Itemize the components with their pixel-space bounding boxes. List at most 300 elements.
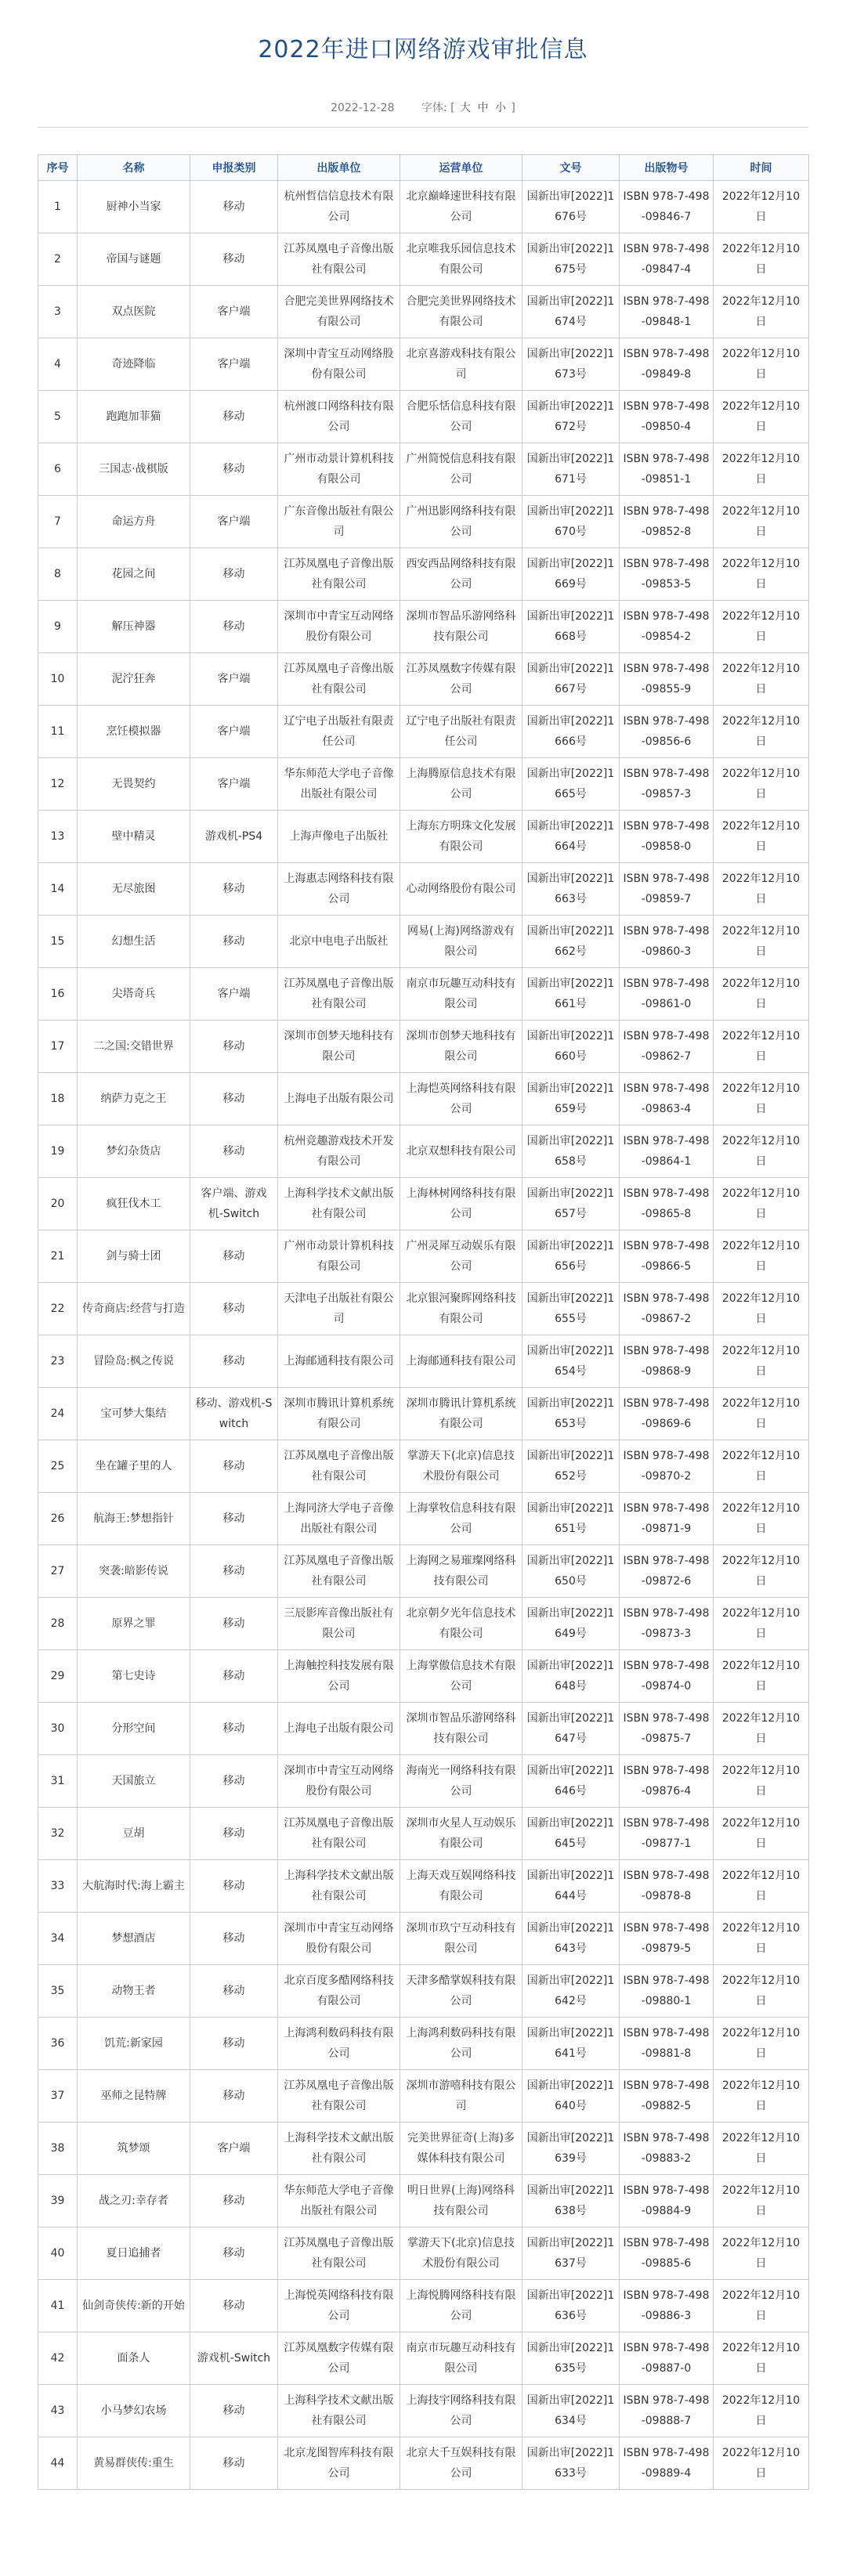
cell-col-date: 2022年12月10日 (714, 653, 809, 706)
table-row (38, 1913, 809, 1965)
cell-col-operator: 深圳市创梦天地科技有限公司 (400, 1021, 522, 1073)
table-row (38, 758, 809, 811)
cell-col-date: 2022年12月10日 (714, 2070, 809, 2123)
cell-col-seq: 12 (38, 758, 78, 811)
cell-col-publisher: 江苏凤凰电子音像出版社有限公司 (278, 1545, 400, 1598)
header-col-date: 时间 (714, 155, 809, 181)
cell-col-category: 移动 (190, 2175, 278, 2227)
cell-col-approval-no: 国新出审[2022]1640号 (522, 2070, 620, 2123)
cell-col-isbn: ISBN 978-7-498-09888-7 (620, 2385, 714, 2437)
cell-col-seq: 16 (38, 968, 78, 1021)
cell-col-publisher: 华东师范大学电子音像出版社有限公司 (278, 758, 400, 811)
table-row (38, 1021, 809, 1073)
table-row (38, 1650, 809, 1703)
cell-col-name: 纳萨力克之王 (78, 1073, 190, 1125)
cell-col-isbn: ISBN 978-7-498-09867-2 (620, 1283, 714, 1335)
cell-col-seq: 23 (38, 1335, 78, 1388)
cell-col-category: 客户端 (190, 706, 278, 758)
cell-col-seq: 30 (38, 1703, 78, 1755)
cell-col-approval-no: 国新出审[2022]1659号 (522, 1073, 620, 1125)
cell-col-category: 移动 (190, 1650, 278, 1703)
table-row (38, 601, 809, 653)
header-col-seq: 序号 (38, 155, 78, 181)
cell-col-date: 2022年12月10日 (714, 706, 809, 758)
header-col-approval-no: 文号 (522, 155, 620, 181)
cell-col-seq: 11 (38, 706, 78, 758)
cell-col-approval-no: 国新出审[2022]1670号 (522, 496, 620, 548)
cell-col-isbn: ISBN 978-7-498-09854-2 (620, 601, 714, 653)
bracket-open: [ (450, 102, 455, 114)
table-row (38, 1073, 809, 1125)
cell-col-publisher: 辽宁电子出版社有限责任公司 (278, 706, 400, 758)
cell-col-name: 面条人 (78, 2332, 190, 2385)
cell-col-publisher: 上海科学技术文献出版社有限公司 (278, 2123, 400, 2175)
cell-col-approval-no: 国新出审[2022]1646号 (522, 1755, 620, 1808)
cell-col-publisher: 上海科学技术文献出版社有限公司 (278, 1178, 400, 1230)
cell-col-seq: 39 (38, 2175, 78, 2227)
cell-col-name: 梦想酒店 (78, 1913, 190, 1965)
cell-col-approval-no: 国新出审[2022]1674号 (522, 286, 620, 338)
cell-col-approval-no: 国新出审[2022]1651号 (522, 1493, 620, 1545)
cell-col-category: 移动 (190, 1598, 278, 1650)
cell-col-name: 泥泞狂奔 (78, 653, 190, 706)
cell-col-seq: 28 (38, 1598, 78, 1650)
cell-col-isbn: ISBN 978-7-498-09883-2 (620, 2123, 714, 2175)
table-row (38, 1283, 809, 1335)
table-row (38, 653, 809, 706)
cell-col-category: 移动 (190, 1440, 278, 1493)
cell-col-publisher: 深圳市腾讯计算机系统有限公司 (278, 1388, 400, 1440)
cell-col-operator: 明日世界(上海)网络科技有限公司 (400, 2175, 522, 2227)
font-size-medium-button[interactable]: 中 (477, 102, 489, 114)
cell-col-publisher: 华东师范大学电子音像出版社有限公司 (278, 2175, 400, 2227)
cell-col-date: 2022年12月10日 (714, 233, 809, 286)
cell-col-name: 黄易群侠传:重生 (78, 2437, 190, 2490)
cell-col-category: 移动、游戏机-Switch (190, 1388, 278, 1440)
cell-col-isbn: ISBN 978-7-498-09876-4 (620, 1755, 714, 1808)
cell-col-approval-no: 国新出审[2022]1661号 (522, 968, 620, 1021)
cell-col-date: 2022年12月10日 (714, 1598, 809, 1650)
table-row (38, 916, 809, 968)
table-row (38, 2227, 809, 2280)
cell-col-seq: 9 (38, 601, 78, 653)
cell-col-isbn: ISBN 978-7-498-09860-3 (620, 916, 714, 968)
cell-col-publisher: 江苏凤凰数字传媒有限公司 (278, 2332, 400, 2385)
cell-col-name: 饥荒:新家园 (78, 2018, 190, 2070)
cell-col-date: 2022年12月10日 (714, 2280, 809, 2332)
cell-col-publisher: 上海触控科技发展有限公司 (278, 1650, 400, 1703)
cell-col-publisher: 江苏凤凰电子音像出版社有限公司 (278, 1808, 400, 1860)
cell-col-seq: 29 (38, 1650, 78, 1703)
cell-col-operator: 上海东方明珠文化发展有限公司 (400, 811, 522, 863)
table-body (38, 181, 809, 2490)
cell-col-isbn: ISBN 978-7-498-09850-4 (620, 391, 714, 443)
cell-col-date: 2022年12月10日 (714, 1388, 809, 1440)
cell-col-date: 2022年12月10日 (714, 1493, 809, 1545)
cell-col-date: 2022年12月10日 (714, 1283, 809, 1335)
table-row (38, 286, 809, 338)
cell-col-operator: 上海掌牧信息科技有限公司 (400, 1493, 522, 1545)
cell-col-operator: 掌游天下(北京)信息技术股份有限公司 (400, 2227, 522, 2280)
font-size-small-button[interactable]: 小 (494, 102, 506, 114)
cell-col-publisher: 深圳市中青宝互动网络股份有限公司 (278, 1755, 400, 1808)
cell-col-date: 2022年12月10日 (714, 601, 809, 653)
font-size-large-button[interactable]: 大 (460, 102, 472, 114)
cell-col-isbn: ISBN 978-7-498-09879-5 (620, 1913, 714, 1965)
cell-col-publisher: 上海鸿利数码科技有限公司 (278, 2018, 400, 2070)
cell-col-isbn: ISBN 978-7-498-09889-4 (620, 2437, 714, 2490)
cell-col-isbn: ISBN 978-7-498-09875-7 (620, 1703, 714, 1755)
cell-col-operator: 合肥乐恬信息科技有限公司 (400, 391, 522, 443)
cell-col-name: 双点医院 (78, 286, 190, 338)
cell-col-name: 动物王者 (78, 1965, 190, 2018)
cell-col-isbn: ISBN 978-7-498-09847-4 (620, 233, 714, 286)
cell-col-name: 天国旅立 (78, 1755, 190, 1808)
table-row (38, 863, 809, 916)
cell-col-isbn: ISBN 978-7-498-09864-1 (620, 1125, 714, 1178)
table-row (38, 1125, 809, 1178)
cell-col-isbn: ISBN 978-7-498-09877-1 (620, 1808, 714, 1860)
cell-col-isbn: ISBN 978-7-498-09856-6 (620, 706, 714, 758)
cell-col-isbn: ISBN 978-7-498-09874-0 (620, 1650, 714, 1703)
table-row (38, 811, 809, 863)
cell-col-isbn: ISBN 978-7-498-09882-5 (620, 2070, 714, 2123)
cell-col-seq: 3 (38, 286, 78, 338)
cell-col-operator: 辽宁电子出版社有限责任公司 (400, 706, 522, 758)
cell-col-category: 客户端 (190, 653, 278, 706)
cell-col-operator: 深圳市火星人互动娱乐有限公司 (400, 1808, 522, 1860)
cell-col-publisher: 三辰影库音像出版社有限公司 (278, 1598, 400, 1650)
cell-col-operator: 南京市玩趣互动科技有限公司 (400, 968, 522, 1021)
table-row (38, 548, 809, 601)
table-row (38, 2437, 809, 2490)
cell-col-isbn: ISBN 978-7-498-09869-6 (620, 1388, 714, 1440)
cell-col-publisher: 江苏凤凰电子音像出版社有限公司 (278, 2070, 400, 2123)
cell-col-seq: 40 (38, 2227, 78, 2280)
cell-col-approval-no: 国新出审[2022]1666号 (522, 706, 620, 758)
cell-col-seq: 19 (38, 1125, 78, 1178)
cell-col-operator: 北京双想科技有限公司 (400, 1125, 522, 1178)
cell-col-publisher: 上海电子出版有限公司 (278, 1073, 400, 1125)
table-row (38, 1335, 809, 1388)
cell-col-approval-no: 国新出审[2022]1648号 (522, 1650, 620, 1703)
cell-col-date: 2022年12月10日 (714, 2018, 809, 2070)
cell-col-approval-no: 国新出审[2022]1638号 (522, 2175, 620, 2227)
cell-col-date: 2022年12月10日 (714, 1335, 809, 1388)
cell-col-publisher: 上海同济大学电子音像出版社有限公司 (278, 1493, 400, 1545)
cell-col-publisher: 杭州渡口网络科技有限公司 (278, 391, 400, 443)
cell-col-publisher: 北京百度多酷网络科技有限公司 (278, 1965, 400, 2018)
cell-col-category: 客户端 (190, 2123, 278, 2175)
cell-col-category: 移动 (190, 1913, 278, 1965)
cell-col-isbn: ISBN 978-7-498-09885-6 (620, 2227, 714, 2280)
cell-col-date: 2022年12月10日 (714, 1703, 809, 1755)
cell-col-seq: 27 (38, 1545, 78, 1598)
cell-col-publisher: 上海邮通科技有限公司 (278, 1335, 400, 1388)
cell-col-isbn: ISBN 978-7-498-09872-6 (620, 1545, 714, 1598)
cell-col-date: 2022年12月10日 (714, 181, 809, 233)
table-row (38, 1493, 809, 1545)
cell-col-isbn: ISBN 978-7-498-09853-5 (620, 548, 714, 601)
cell-col-approval-no: 国新出审[2022]1664号 (522, 811, 620, 863)
cell-col-publisher: 杭州竞趣游戏技术开发有限公司 (278, 1125, 400, 1178)
cell-col-date: 2022年12月10日 (714, 1545, 809, 1598)
bracket-close: ] (511, 102, 515, 114)
header-col-operator: 运营单位 (400, 155, 522, 181)
cell-col-isbn: ISBN 978-7-498-09861-0 (620, 968, 714, 1021)
cell-col-isbn: ISBN 978-7-498-09881-8 (620, 2018, 714, 2070)
cell-col-seq: 44 (38, 2437, 78, 2490)
cell-col-operator: 完美世界征奇(上海)多媒体科技有限公司 (400, 2123, 522, 2175)
cell-col-approval-no: 国新出审[2022]1641号 (522, 2018, 620, 2070)
cell-col-isbn: ISBN 978-7-498-09884-9 (620, 2175, 714, 2227)
cell-col-category: 游戏机-Switch (190, 2332, 278, 2385)
table-row (38, 1965, 809, 2018)
cell-col-category: 移动 (190, 2018, 278, 2070)
cell-col-isbn: ISBN 978-7-498-09870-2 (620, 1440, 714, 1493)
cell-col-seq: 26 (38, 1493, 78, 1545)
cell-col-date: 2022年12月10日 (714, 1125, 809, 1178)
cell-col-approval-no: 国新出审[2022]1633号 (522, 2437, 620, 2490)
divider (38, 127, 808, 128)
approval-table (38, 154, 809, 2490)
cell-col-date: 2022年12月10日 (714, 496, 809, 548)
cell-col-name: 尖塔奇兵 (78, 968, 190, 1021)
cell-col-category: 移动 (190, 863, 278, 916)
table-row (38, 496, 809, 548)
cell-col-name: 宝可梦大集结 (78, 1388, 190, 1440)
cell-col-seq: 32 (38, 1808, 78, 1860)
cell-col-seq: 25 (38, 1440, 78, 1493)
table-row (38, 1440, 809, 1493)
cell-col-category: 移动 (190, 1808, 278, 1860)
cell-col-seq: 13 (38, 811, 78, 863)
cell-col-approval-no: 国新出审[2022]1639号 (522, 2123, 620, 2175)
cell-col-category: 移动 (190, 391, 278, 443)
cell-col-operator: 北京朝夕光年信息技术有限公司 (400, 1598, 522, 1650)
table-row (38, 1808, 809, 1860)
cell-col-operator: 掌游天下(北京)信息技术股份有限公司 (400, 1440, 522, 1493)
cell-col-category: 客户端 (190, 968, 278, 1021)
cell-col-category: 移动 (190, 1230, 278, 1283)
cell-col-isbn: ISBN 978-7-498-09863-4 (620, 1073, 714, 1125)
cell-col-isbn: ISBN 978-7-498-09849-8 (620, 338, 714, 391)
cell-col-date: 2022年12月10日 (714, 2437, 809, 2490)
cell-col-category: 移动 (190, 1021, 278, 1073)
cell-col-category: 移动 (190, 1965, 278, 2018)
cell-col-approval-no: 国新出审[2022]1665号 (522, 758, 620, 811)
cell-col-category: 移动 (190, 1335, 278, 1388)
cell-col-category: 移动 (190, 2227, 278, 2280)
cell-col-operator: 心动网络股份有限公司 (400, 863, 522, 916)
cell-col-approval-no: 国新出审[2022]1658号 (522, 1125, 620, 1178)
cell-col-publisher: 深圳市中青宝互动网络股份有限公司 (278, 601, 400, 653)
cell-col-category: 游戏机-PS4 (190, 811, 278, 863)
cell-col-operator: 南京市玩趣互动科技有限公司 (400, 2332, 522, 2385)
cell-col-date: 2022年12月10日 (714, 968, 809, 1021)
article-meta (0, 97, 846, 119)
cell-col-date: 2022年12月10日 (714, 2123, 809, 2175)
cell-col-operator: 天津多酷掌娱科技有限公司 (400, 1965, 522, 2018)
table-row (38, 443, 809, 496)
cell-col-operator: 上海悦腾网络科技有限公司 (400, 2280, 522, 2332)
cell-col-approval-no: 国新出审[2022]1652号 (522, 1440, 620, 1493)
cell-col-category: 客户端 (190, 758, 278, 811)
cell-col-publisher: 广东音像出版社有限公司 (278, 496, 400, 548)
cell-col-isbn: ISBN 978-7-498-09865-8 (620, 1178, 714, 1230)
cell-col-approval-no: 国新出审[2022]1650号 (522, 1545, 620, 1598)
table-row (38, 233, 809, 286)
cell-col-isbn: ISBN 978-7-498-09859-7 (620, 863, 714, 916)
table-row (38, 1230, 809, 1283)
cell-col-publisher: 北京中电电子出版社 (278, 916, 400, 968)
cell-col-name: 原界之罪 (78, 1598, 190, 1650)
cell-col-approval-no: 国新出审[2022]1635号 (522, 2332, 620, 2385)
cell-col-seq: 24 (38, 1388, 78, 1440)
cell-col-operator: 上海林树网络科技有限公司 (400, 1178, 522, 1230)
cell-col-operator: 深圳市智品乐游网络科技有限公司 (400, 1703, 522, 1755)
cell-col-publisher: 江苏凤凰电子音像出版社有限公司 (278, 233, 400, 286)
cell-col-date: 2022年12月10日 (714, 1178, 809, 1230)
cell-col-date: 2022年12月10日 (714, 811, 809, 863)
cell-col-seq: 42 (38, 2332, 78, 2385)
cell-col-operator: 广州灵犀互动娱乐有限公司 (400, 1230, 522, 1283)
cell-col-date: 2022年12月10日 (714, 1913, 809, 1965)
cell-col-date: 2022年12月10日 (714, 1440, 809, 1493)
cell-col-name: 大航海时代:海上霸主 (78, 1860, 190, 1913)
cell-col-approval-no: 国新出审[2022]1645号 (522, 1808, 620, 1860)
cell-col-approval-no: 国新出审[2022]1676号 (522, 181, 620, 233)
cell-col-date: 2022年12月10日 (714, 916, 809, 968)
table-row (38, 181, 809, 233)
cell-col-operator: 上海鸿利数码科技有限公司 (400, 2018, 522, 2070)
cell-col-date: 2022年12月10日 (714, 286, 809, 338)
cell-col-publisher: 深圳中青宝互动网络股份有限公司 (278, 338, 400, 391)
cell-col-name: 疯狂伐木工 (78, 1178, 190, 1230)
cell-col-approval-no: 国新出审[2022]1644号 (522, 1860, 620, 1913)
cell-col-category: 移动 (190, 2385, 278, 2437)
cell-col-publisher: 上海声像电子出版社 (278, 811, 400, 863)
cell-col-publisher: 上海科学技术文献出版社有限公司 (278, 2385, 400, 2437)
cell-col-name: 夏日追捕者 (78, 2227, 190, 2280)
table-row (38, 1703, 809, 1755)
cell-col-approval-no: 国新出审[2022]1662号 (522, 916, 620, 968)
cell-col-seq: 5 (38, 391, 78, 443)
cell-col-name: 跑跑加菲猫 (78, 391, 190, 443)
cell-col-operator: 北京银河聚晖网络科技有限公司 (400, 1283, 522, 1335)
cell-col-category: 移动 (190, 1545, 278, 1598)
cell-col-approval-no: 国新出审[2022]1655号 (522, 1283, 620, 1335)
cell-col-category: 移动 (190, 2070, 278, 2123)
cell-col-date: 2022年12月10日 (714, 758, 809, 811)
cell-col-publisher: 上海悦英网络科技有限公司 (278, 2280, 400, 2332)
cell-col-seq: 20 (38, 1178, 78, 1230)
cell-col-date: 2022年12月10日 (714, 1965, 809, 2018)
cell-col-name: 分形空间 (78, 1703, 190, 1755)
cell-col-isbn: ISBN 978-7-498-09878-8 (620, 1860, 714, 1913)
cell-col-name: 冒险岛:枫之传说 (78, 1335, 190, 1388)
cell-col-name: 无畏契约 (78, 758, 190, 811)
cell-col-operator: 北京大千互娱科技有限公司 (400, 2437, 522, 2490)
cell-col-name: 第七史诗 (78, 1650, 190, 1703)
header-col-category: 申报类别 (190, 155, 278, 181)
page-title: 2022年进口网络游戏审批信息 (258, 36, 588, 63)
cell-col-publisher: 杭州哲信信息技术有限公司 (278, 181, 400, 233)
cell-col-publisher: 北京龙图智库科技有限公司 (278, 2437, 400, 2490)
cell-col-category: 客户端 (190, 338, 278, 391)
cell-col-date: 2022年12月10日 (714, 1230, 809, 1283)
cell-col-seq: 38 (38, 2123, 78, 2175)
table-row (38, 2018, 809, 2070)
cell-col-category: 移动 (190, 1860, 278, 1913)
cell-col-name: 烹饪模拟器 (78, 706, 190, 758)
cell-col-name: 无尽旅图 (78, 863, 190, 916)
cell-col-category: 客户端 (190, 286, 278, 338)
table-header-row (38, 155, 809, 181)
table-row (38, 338, 809, 391)
cell-col-approval-no: 国新出审[2022]1663号 (522, 863, 620, 916)
table-row (38, 2123, 809, 2175)
cell-col-name: 奇迹降临 (78, 338, 190, 391)
cell-col-isbn: ISBN 978-7-498-09873-3 (620, 1598, 714, 1650)
cell-col-operator: 网易(上海)网络游戏有限公司 (400, 916, 522, 968)
cell-col-approval-no: 国新出审[2022]1673号 (522, 338, 620, 391)
cell-col-name: 传奇商店:经营与打造 (78, 1283, 190, 1335)
cell-col-operator: 上海技宇网络科技有限公司 (400, 2385, 522, 2437)
cell-col-name: 仙剑奇侠传:新的开始 (78, 2280, 190, 2332)
table-row (38, 2332, 809, 2385)
cell-col-category: 客户端、游戏机-Switch (190, 1178, 278, 1230)
table-row (38, 1755, 809, 1808)
cell-col-operator: 深圳市玖宁互动科技有限公司 (400, 1913, 522, 1965)
cell-col-publisher: 上海惠志网络科技有限公司 (278, 863, 400, 916)
table-row (38, 1860, 809, 1913)
cell-col-seq: 17 (38, 1021, 78, 1073)
cell-col-date: 2022年12月10日 (714, 863, 809, 916)
cell-col-date: 2022年12月10日 (714, 2385, 809, 2437)
cell-col-name: 梦幻杂货店 (78, 1125, 190, 1178)
cell-col-isbn: ISBN 978-7-498-09886-3 (620, 2280, 714, 2332)
cell-col-approval-no: 国新出审[2022]1634号 (522, 2385, 620, 2437)
cell-col-name: 突袭:暗影传说 (78, 1545, 190, 1598)
cell-col-seq: 35 (38, 1965, 78, 2018)
cell-col-approval-no: 国新出审[2022]1669号 (522, 548, 620, 601)
cell-col-publisher: 江苏凤凰电子音像出版社有限公司 (278, 653, 400, 706)
cell-col-operator: 北京唯我乐园信息技术有限公司 (400, 233, 522, 286)
cell-col-approval-no: 国新出审[2022]1667号 (522, 653, 620, 706)
cell-col-seq: 43 (38, 2385, 78, 2437)
cell-col-date: 2022年12月10日 (714, 1021, 809, 1073)
cell-col-operator: 上海网之易璀璨网络科技有限公司 (400, 1545, 522, 1598)
cell-col-approval-no: 国新出审[2022]1657号 (522, 1178, 620, 1230)
cell-col-approval-no: 国新出审[2022]1637号 (522, 2227, 620, 2280)
cell-col-operator: 合肥完美世界网络技术有限公司 (400, 286, 522, 338)
cell-col-seq: 36 (38, 2018, 78, 2070)
font-size-label: 字体: (421, 102, 447, 114)
cell-col-date: 2022年12月10日 (714, 2227, 809, 2280)
cell-col-publisher: 江苏凤凰电子音像出版社有限公司 (278, 1440, 400, 1493)
table-row (38, 1598, 809, 1650)
cell-col-approval-no: 国新出审[2022]1675号 (522, 233, 620, 286)
cell-col-seq: 15 (38, 916, 78, 968)
cell-col-seq: 34 (38, 1913, 78, 1965)
cell-col-category: 客户端 (190, 496, 278, 548)
cell-col-isbn: ISBN 978-7-498-09846-7 (620, 181, 714, 233)
cell-col-name: 巫师之昆特牌 (78, 2070, 190, 2123)
table-row (38, 706, 809, 758)
cell-col-category: 移动 (190, 1283, 278, 1335)
cell-col-category: 移动 (190, 601, 278, 653)
